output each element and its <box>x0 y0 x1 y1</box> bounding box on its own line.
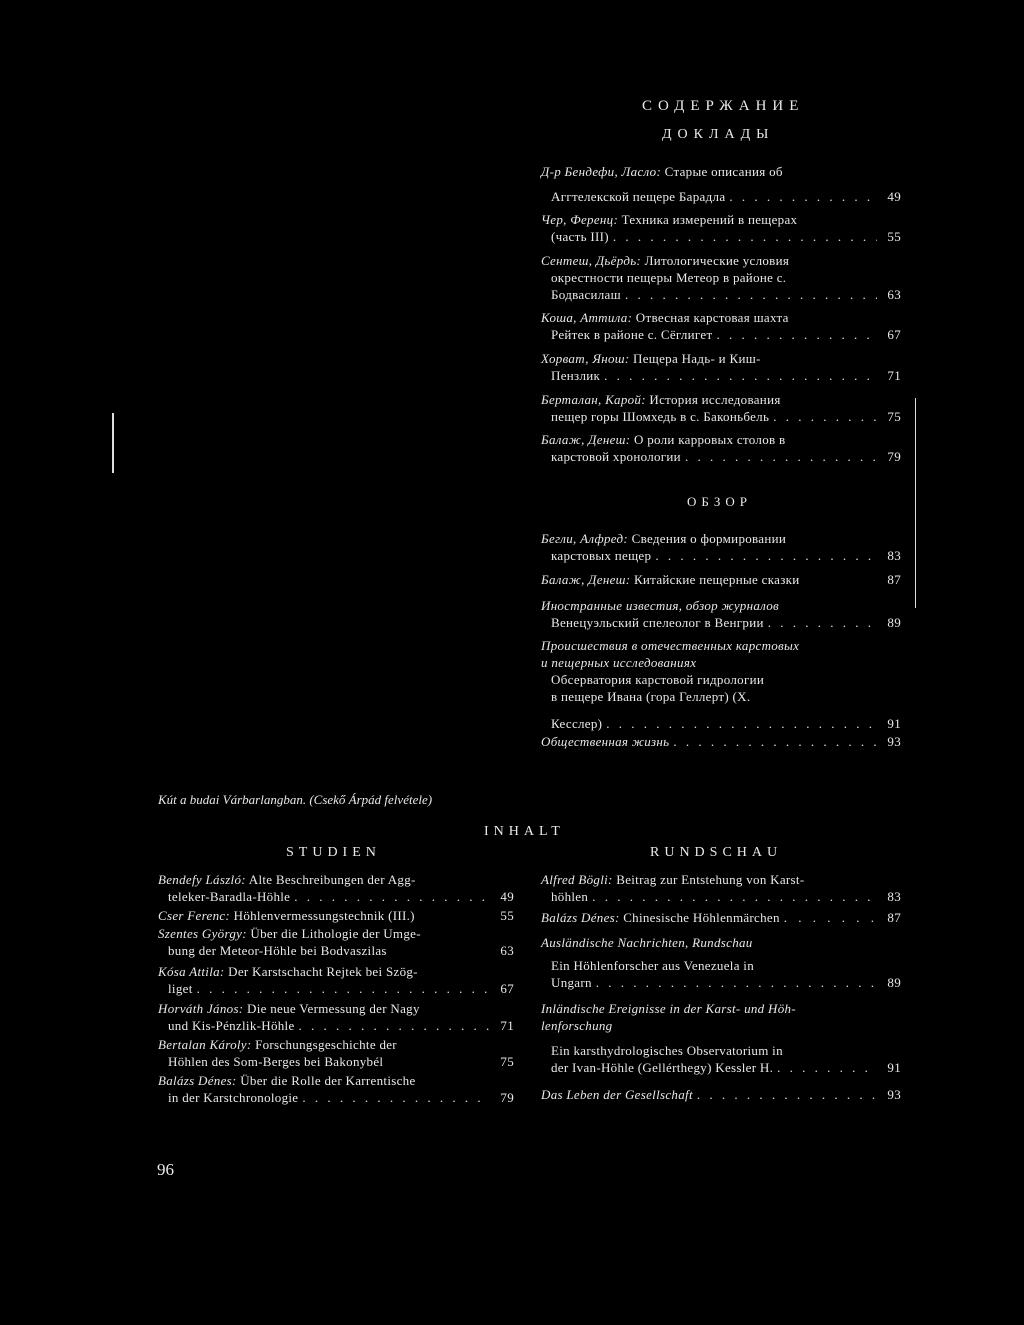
ru-entry-author: Хорват, Янош: <box>541 351 630 366</box>
de-section-studien: STUDIEN <box>286 845 381 860</box>
ru-entry-author: Происшествия в отечественных карстовых <box>541 638 800 653</box>
ru-entry-5 <box>541 350 901 384</box>
de-entry-text: Ungarn <box>551 975 592 990</box>
de-title: INHALT <box>484 824 565 839</box>
ru-entry-text: Техника измерений в пещерах <box>621 212 798 227</box>
ru-entry-page: 49 <box>887 189 901 204</box>
ru-entry-6 <box>541 391 901 425</box>
scan-edge-mark <box>112 413 114 473</box>
de-entry-page: 49 <box>500 889 514 904</box>
de-entry-text: Alte Beschreibungen der Agg- <box>248 872 416 887</box>
ru-entry-page: 91 <box>887 716 901 731</box>
ru-entry-page: 67 <box>887 327 901 342</box>
ru-entry-text: Пещера Надь- и Киш- <box>633 351 761 366</box>
de-entry-page: 75 <box>500 1054 514 1069</box>
de-study-6 <box>158 1036 514 1070</box>
ru-entry-text: в пещере Ивана (гора Геллерт) (Х. <box>551 689 751 704</box>
de-entry-text: höhlen <box>551 889 589 904</box>
de-entry-text: Chinesische Höhlenmärchen <box>623 910 780 925</box>
ru-entry-text: пещер горы Шомхедь в с. Баконьбель <box>551 409 770 424</box>
ru-entry-text: Бодвасилаш <box>551 287 621 302</box>
de-entry-page: 89 <box>887 975 901 990</box>
ru-review-5 <box>541 733 901 750</box>
ru-entry-author: Общественная жизнь <box>541 734 670 749</box>
caption-credit: (Csekő Árpád felvétele) <box>309 792 433 807</box>
de-entry-text: bung der Meteor-Höhle bei Bodvaszilas <box>168 943 387 958</box>
de-entry-text: Höhlen des Som-Berges bei Bakonybél <box>168 1054 384 1069</box>
ru-entry-text: О роли карровых столов в <box>633 432 786 447</box>
ru-entry-text: Сведения о формировании <box>631 531 787 546</box>
de-review-5 <box>541 1086 901 1103</box>
de-entry-author: Alfred Bögli: <box>541 872 613 887</box>
de-entry-author: Szentes György: <box>158 926 247 941</box>
de-entry-text: Über die Rolle der Karrentische <box>240 1073 416 1088</box>
ru-entry-text: Старые описания об <box>664 164 783 179</box>
de-entry-page: 93 <box>887 1087 901 1102</box>
de-review-4 <box>541 1000 901 1076</box>
de-section-rundschau: RUNDSCHAU <box>650 845 783 860</box>
de-entry-author: Bendefy László: <box>158 872 246 887</box>
ru-entry-page: 89 <box>887 615 901 630</box>
de-entry-text: teleker-Baradla-Höhle <box>168 889 291 904</box>
ru-section-review: ОБЗОР <box>687 494 752 509</box>
caption-main: Kút a budai Várbarlangban. <box>158 792 307 807</box>
ru-entry-2 <box>541 211 901 245</box>
de-review-2 <box>541 909 901 926</box>
ru-entry-author: Д-р Бендефи, Ласло: <box>541 164 662 179</box>
de-entry-text: Forschungsgeschichte der <box>255 1037 397 1052</box>
de-entry-author: Inländische Ereignisse in der Karst- und Höh- <box>541 1001 796 1016</box>
ru-entry-text: карстовых пещер <box>551 548 652 563</box>
de-entry-page: 83 <box>887 889 901 904</box>
de-entry-page: 91 <box>887 1060 901 1075</box>
de-entry-text: Über die Lithologie der Umge- <box>250 926 421 941</box>
de-review-1 <box>541 871 901 905</box>
de-entry-author: Bertalan Károly: <box>158 1037 252 1052</box>
de-entry-page: 55 <box>500 908 514 923</box>
de-entry-text: Beitrag zur Entstehung von Karst- <box>616 872 805 887</box>
ru-entry-page: 79 <box>887 449 901 464</box>
de-entry-author: Balázs Dénes: <box>541 910 620 925</box>
ru-entry-3 <box>541 252 901 303</box>
de-entry-page: 71 <box>500 1018 514 1033</box>
de-entry-text: Ein Höhlenforscher aus Venezuela in <box>551 958 755 973</box>
ru-entry-author: Иностранные известия, обзор журналов <box>541 598 779 613</box>
ru-entry-text: карстовой хронологии <box>551 449 681 464</box>
de-entry-author: Cser Ferenc: <box>158 908 231 923</box>
de-entry-author: lenforschung <box>541 1018 613 1033</box>
ru-entry-page: 93 <box>887 734 901 749</box>
ru-review-4 <box>541 637 901 732</box>
de-entry-page: 87 <box>887 910 901 925</box>
ru-entry-author: Бегли, Алфред: <box>541 531 629 546</box>
de-study-2 <box>158 907 514 924</box>
ru-entry-text: История исследования <box>649 392 781 407</box>
ru-section-reports: ДОКЛАДЫ <box>662 127 775 142</box>
ru-entry-text: Аггтелекской пещере Барадла <box>551 189 726 204</box>
ru-entry-text: Пензлик <box>551 368 601 383</box>
ru-entry-text: Литологические условия <box>644 253 790 268</box>
ru-entry-text: окрестности пещеры Метеор в районе с. <box>551 270 787 285</box>
de-entry-author: Das Leben der Gesellschaft <box>541 1087 693 1102</box>
scan-edge-mark <box>915 398 916 608</box>
ru-entry-page: 87 <box>887 572 901 587</box>
ru-entry-text: Кесслер) <box>551 716 603 731</box>
de-entry-author: Kósa Attila: <box>158 964 225 979</box>
ru-title: СОДЕРЖАНИЕ <box>642 98 805 114</box>
de-entry-text: Ein karsthydrologisches Observatorium in <box>551 1043 783 1058</box>
de-entry-page: 67 <box>500 981 514 996</box>
page-number: 96 <box>157 1160 174 1179</box>
ru-entry-page: 71 <box>887 368 901 383</box>
de-study-4 <box>158 963 514 997</box>
ru-entry-author: Берталан, Карой: <box>541 392 646 407</box>
ru-entry-text: Рейтек в районе с. Сёглигет <box>551 327 713 342</box>
de-entry-text: Die neue Vermessung der Nagy <box>247 1001 420 1016</box>
ru-entry-author: Коша, Аттила: <box>541 310 633 325</box>
de-entry-author: Ausländische Nachrichten, Rundschau <box>541 935 753 950</box>
de-study-7 <box>158 1072 514 1106</box>
ru-entry-text: (часть III) <box>551 229 609 244</box>
de-study-1 <box>158 871 514 905</box>
ru-entry-author: Чер, Ференц: <box>541 212 619 227</box>
ru-entry-1 <box>541 163 901 205</box>
ru-review-2 <box>541 571 901 588</box>
de-entry-author: Balázs Dénes: <box>158 1073 237 1088</box>
ru-entry-author: Балаж, Денеш: <box>541 572 631 587</box>
de-entry-text: Höhlenvermessungstechnik (III.) <box>233 908 415 923</box>
ru-entry-text: Отвесная карстовая шахта <box>635 310 789 325</box>
de-entry-page: 63 <box>500 943 514 958</box>
de-entry-text: der Ivan-Höhle (Gellérthegy) Kessler H. <box>551 1060 774 1075</box>
de-entry-page: 79 <box>500 1090 514 1105</box>
ru-entry-4 <box>541 309 901 343</box>
de-review-3 <box>541 934 901 991</box>
photo-caption <box>158 792 432 808</box>
de-entry-text: in der Karstchronologie <box>168 1090 299 1105</box>
de-entry-text: Der Karstschacht Rejtek bei Szög- <box>228 964 418 979</box>
de-study-3 <box>158 925 514 959</box>
ru-entry-page: 55 <box>887 229 901 244</box>
de-entry-text: liget <box>168 981 193 996</box>
de-study-5 <box>158 1000 514 1034</box>
ru-entry-text: Китайские пещерные сказки <box>633 572 800 587</box>
ru-entry-page: 75 <box>887 409 901 424</box>
ru-entry-author: Балаж, Денеш: <box>541 432 631 447</box>
ru-entry-text: Венецуэльский спелеолог в Венгрии <box>551 615 764 630</box>
ru-entry-author: и пещерных исследованиях <box>541 655 697 670</box>
ru-review-3 <box>541 597 901 631</box>
de-entry-author: Horváth János: <box>158 1001 244 1016</box>
ru-entry-page: 63 <box>887 287 901 302</box>
de-entry-text: und Kis-Pénzlik-Höhle <box>168 1018 295 1033</box>
ru-entry-7 <box>541 431 901 465</box>
ru-entry-author: Сентеш, Дьёрдь: <box>541 253 642 268</box>
ru-entry-text: Обсерватория карстовой гидрологии <box>551 672 765 687</box>
ru-review-1 <box>541 530 901 564</box>
ru-entry-page: 83 <box>887 548 901 563</box>
